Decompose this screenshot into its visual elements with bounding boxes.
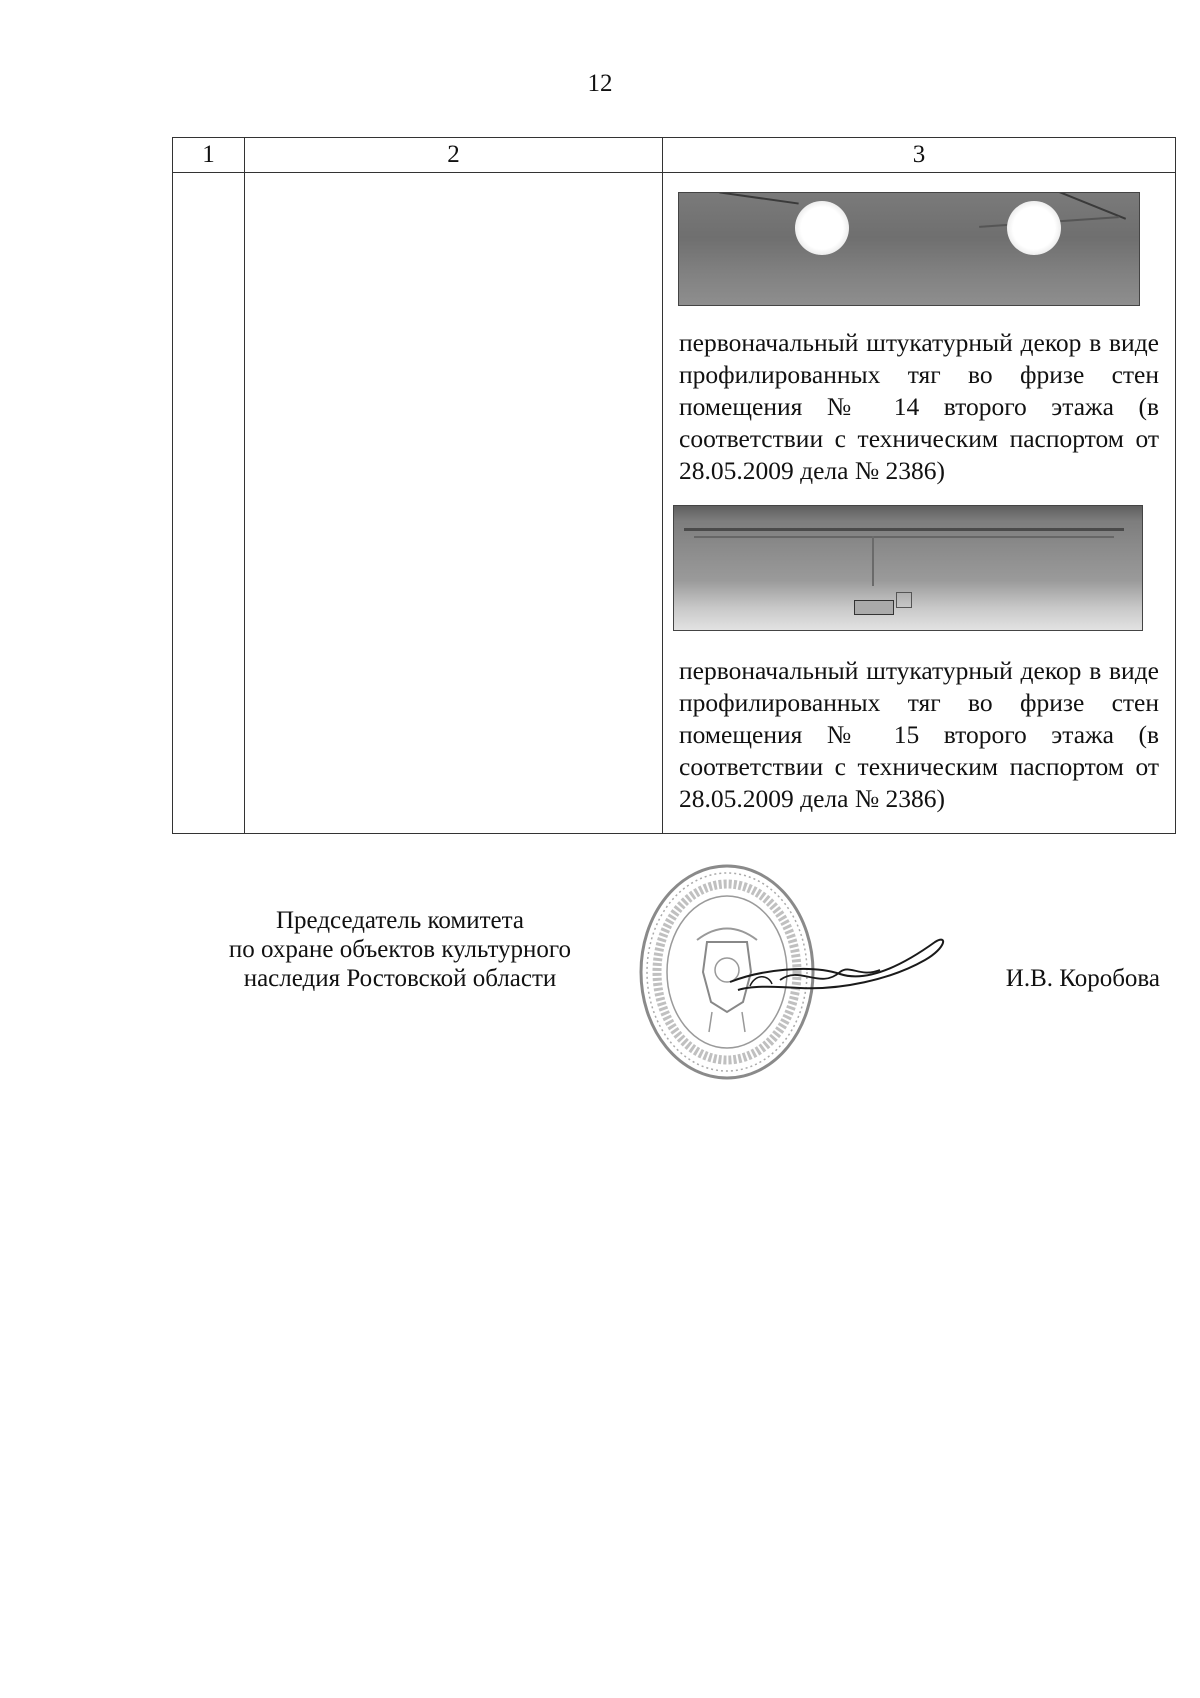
position-line: Председатель комитета (276, 907, 524, 934)
page-number: 12 (587, 70, 613, 97)
table-header-row (173, 138, 1176, 173)
ceiling-lamps-photo (678, 192, 1140, 306)
photo-caption: первоначальный штукатурный декор в виде профилированных тяг во фризе стен помещения № 15 второго этажа (в соответствии с техническим паспортом от 28.05.2009 дела № 2386) (679, 656, 1159, 813)
cell-col3 (663, 173, 1176, 834)
cell-col1 (173, 173, 245, 834)
document-table (172, 137, 1176, 834)
position-line: по охране объектов культурного (228, 936, 572, 963)
signatory-name: И.В. Коробова (1005, 965, 1160, 992)
column-header: 3 (663, 138, 1176, 173)
frieze-photo (673, 505, 1143, 631)
photo-caption: первоначальный штукатурный декор в виде профилированных тяг во фризе стен помещения № 14 второго этажа (в соответствии с техническим паспортом от 28.05.2009 дела № 2386) (679, 328, 1159, 485)
lamp-light (795, 201, 849, 255)
table-row (173, 173, 1176, 834)
lamp-light (1007, 201, 1061, 255)
position-line: наследия Ростовской области (243, 965, 557, 992)
signatory-position (190, 906, 610, 993)
cell-col2 (245, 173, 663, 834)
handwritten-signature-icon (720, 930, 950, 1020)
column-header: 1 (173, 138, 245, 173)
column-header: 2 (245, 138, 663, 173)
